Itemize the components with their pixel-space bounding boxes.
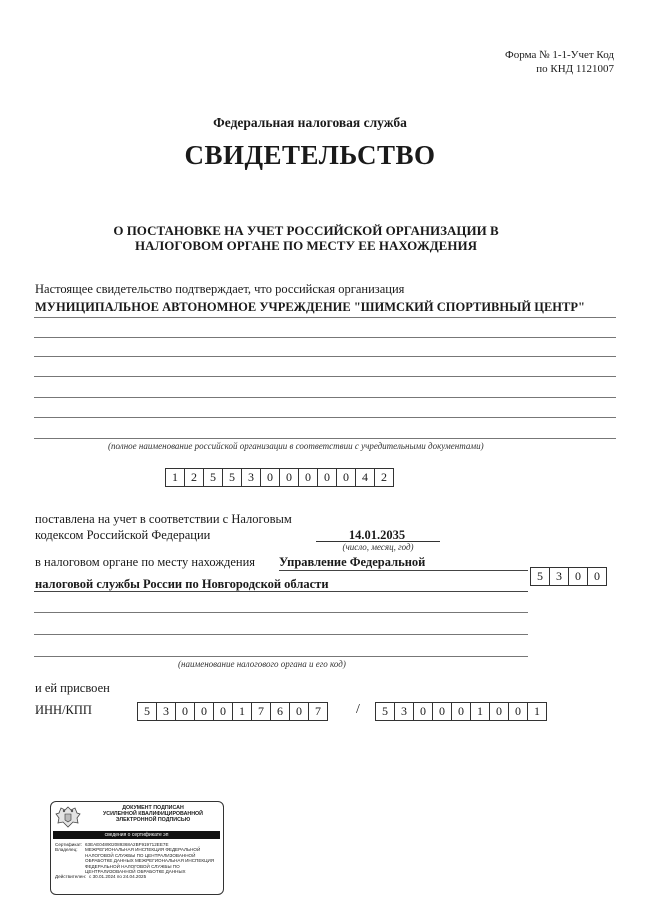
kpp-digit: 3	[394, 702, 414, 721]
document-title: СВИДЕТЕЛЬСТВО	[184, 140, 436, 170]
ogrn-digit: 0	[279, 468, 299, 487]
date-caption: (число, месяц, год)	[342, 542, 414, 552]
ogrn-digit: 0	[336, 468, 356, 487]
inn-digit: 0	[289, 702, 309, 721]
underline	[34, 317, 616, 318]
kpp-digit: 0	[451, 702, 471, 721]
authority-code-digit: 0	[568, 567, 588, 586]
underline	[34, 612, 528, 613]
owner-label: Владелец:	[55, 847, 78, 853]
inn-digit: 3	[156, 702, 176, 721]
ogrn-digit: 2	[374, 468, 394, 487]
service-name: Федеральная налоговая служба	[213, 115, 407, 130]
authority-code-digit: 5	[530, 567, 550, 586]
electronic-signature-stamp	[50, 801, 224, 895]
authority-code-digit: 3	[549, 567, 569, 586]
stamp-details	[55, 842, 220, 880]
tax-authority-name-part1: Управление Федеральной	[279, 555, 426, 569]
inn-digit: 0	[213, 702, 233, 721]
assigned-label: и ей присвоен	[35, 681, 110, 695]
validity-value: с 30.01.2024 по 24.04.2025	[89, 874, 147, 880]
inn-digit: 0	[194, 702, 214, 721]
document-subtitle	[0, 223, 612, 253]
inn-digit: 7	[251, 702, 271, 721]
organization-name-caption: (полное наименование российской организации в соответствии с учредительными документами)	[108, 441, 484, 451]
underline	[34, 591, 528, 592]
kpp-digit: 5	[375, 702, 395, 721]
stamp-certificate-bar: сведения о сертификате эп	[53, 831, 220, 839]
coat-of-arms-icon	[55, 805, 81, 829]
stamp-title-line2: УСИЛЕННОЙ КВАЛИФИЦИРОВАННОЙ	[103, 811, 203, 818]
inn-kpp-label: ИНН/КПП	[35, 703, 92, 717]
inn-digit: 0	[175, 702, 195, 721]
registration-text-line2: кодексом Российской Федерации	[35, 528, 211, 542]
underline	[34, 634, 528, 635]
underline	[34, 337, 616, 338]
registration-text-line1: поставлена на учет в соответствии с Налоговым	[35, 512, 292, 526]
ogrn-digit: 4	[355, 468, 375, 487]
intro-text: Настоящее свидетельство подтверждает, что российская организация	[35, 282, 405, 296]
underline	[279, 570, 528, 571]
kpp-digit: 1	[527, 702, 547, 721]
tax-authority-caption: (наименование налогового органа и его код)	[178, 659, 346, 669]
registration-date: 14.01.2035	[348, 528, 406, 542]
underline	[34, 397, 616, 398]
place-label: в налоговом органе по месту нахождения	[35, 555, 256, 569]
tax-authority-code	[530, 567, 606, 586]
validity-label: Действителен:	[55, 874, 87, 880]
kpp-digit: 0	[432, 702, 452, 721]
kpp-digit: 1	[470, 702, 490, 721]
form-code	[505, 48, 614, 76]
inn-digit: 6	[270, 702, 290, 721]
stamp-validity-row	[55, 874, 220, 879]
stamp-title-line1: ДОКУМЕНТ ПОДПИСАН	[122, 805, 184, 811]
underline	[34, 356, 616, 357]
underline	[34, 376, 616, 377]
certificate-value: 63EAE048902089368A2BF919712EE7E	[85, 842, 169, 847]
ogrn-digit: 2	[184, 468, 204, 487]
inn-kpp-separator: /	[356, 702, 360, 717]
kpp-digit: 0	[413, 702, 433, 721]
underline	[34, 417, 616, 418]
certificate-label: Сертификат:	[55, 842, 83, 847]
tax-authority-name-part2: налоговой службы России по Новгородской области	[35, 577, 329, 591]
ogrn-digit: 0	[260, 468, 280, 487]
inn-number	[137, 702, 327, 721]
ogrn-digit: 5	[203, 468, 223, 487]
kpp-digit: 0	[489, 702, 509, 721]
owner-value: МЕЖРЕГИОНАЛЬНАЯ ИНСПЕКЦИЯ ФЕДЕРАЛЬНОЙ НАЛОГОВОЙ СЛУЖБЫ ПО ЦЕНТРАЛИЗОВАННОЙ ОБРАБОТКЕ ДАННЫХ МЕЖРЕГИОНАЛЬНАЯ ИНСПЕКЦИЯ ФЕДЕРАЛЬНОЙ НАЛОГОВОЙ СЛУЖБЫ ПО ЦЕНТРАЛИЗОВАННОЙ ОБРАБОТКЕ ДАННЫХ	[85, 847, 215, 875]
authority-code-digit: 0	[587, 567, 607, 586]
organization-name: МУНИЦИПАЛЬНОЕ АВТОНОМНОЕ УЧРЕЖДЕНИЕ "ШИМСКИЙ СПОРТИВНЫЙ ЦЕНТР"	[35, 300, 585, 314]
ogrn-digit: 3	[241, 468, 261, 487]
underline	[34, 656, 528, 657]
form-code-line1: Форма № 1-1-Учет Код	[505, 49, 614, 61]
subtitle-line2: НАЛОГОВОМ ОРГАНЕ ПО МЕСТУ ЕЕ НАХОЖДЕНИЯ	[135, 238, 477, 253]
inn-digit: 5	[137, 702, 157, 721]
form-code-line2: по КНД 1121007	[536, 63, 614, 75]
stamp-title	[85, 805, 221, 824]
underline	[34, 438, 616, 439]
stamp-owner-row	[55, 847, 220, 874]
inn-digit: 7	[308, 702, 328, 721]
ogrn-digit: 0	[317, 468, 337, 487]
subtitle-line1: О ПОСТАНОВКЕ НА УЧЕТ РОССИЙСКОЙ ОРГАНИЗАЦИИ В	[113, 223, 499, 238]
ogrn-digit: 5	[222, 468, 242, 487]
inn-digit: 1	[232, 702, 252, 721]
ogrn-number	[165, 468, 393, 487]
ogrn-digit: 1	[165, 468, 185, 487]
stamp-title-line3: ЭЛЕКТРОННОЙ ПОДПИСЬЮ	[115, 817, 191, 824]
kpp-number	[375, 702, 546, 721]
ogrn-digit: 0	[298, 468, 318, 487]
kpp-digit: 0	[508, 702, 528, 721]
